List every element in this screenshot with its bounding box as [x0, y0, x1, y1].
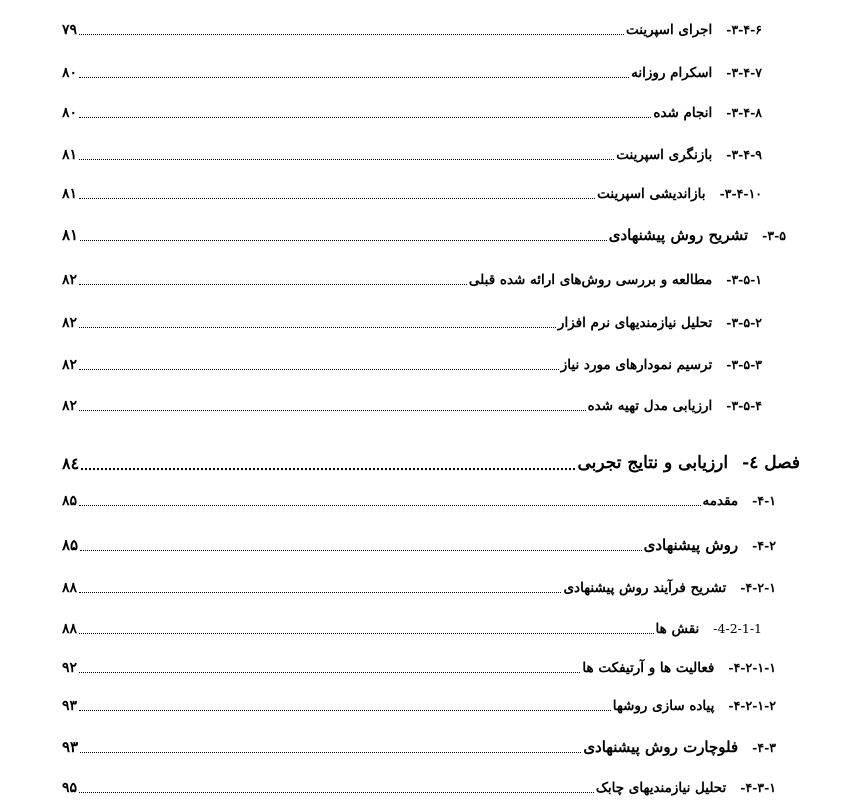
dot-leader	[79, 33, 624, 35]
toc-page-number: ۸۱	[62, 226, 79, 244]
toc-section-number: ۳-۴-۸-	[726, 104, 762, 120]
toc-entry-label	[653, 104, 762, 122]
toc-entry	[62, 95, 762, 121]
toc-entry-title: بازنگری اسپرینت	[616, 146, 713, 163]
dot-leader	[79, 504, 701, 506]
toc-entry	[62, 305, 762, 331]
toc-entry-label	[609, 228, 786, 244]
dot-leader	[80, 239, 607, 241]
toc-entry-label	[644, 538, 776, 554]
dot-leader	[79, 632, 654, 634]
toc-entry-label	[582, 659, 776, 677]
toc-entry	[62, 770, 776, 796]
toc-entry	[62, 688, 776, 714]
toc-entry-label	[631, 64, 762, 82]
toc-entry-title: بازاندیشی اسپرینت	[597, 185, 706, 202]
toc-page-number: ۸۱	[62, 186, 78, 202]
dot-leader	[79, 76, 629, 78]
toc-entry	[62, 650, 776, 676]
toc-entry-label	[702, 492, 776, 510]
toc-section-number: ۴-۲-۱-۲-	[728, 697, 776, 713]
toc-entry-label	[587, 397, 762, 415]
toc-section-number: ۳-۵-۱-	[726, 271, 762, 287]
dot-leader	[79, 158, 614, 160]
toc-section-number: ۳-۵-	[762, 228, 786, 243]
toc-entry-title: ارزیابی و نتایج تجربی	[577, 453, 729, 473]
toc-entry-title: انجام شده	[653, 104, 713, 121]
toc-entry-label	[612, 697, 776, 715]
toc-section-number: ۳-۵-۳-	[726, 356, 762, 372]
toc-page-number: ۸۲	[62, 272, 78, 288]
toc-page-number: ۹۲	[62, 660, 78, 676]
toc-page-number: ۸۲	[62, 315, 78, 331]
dot-leader	[79, 326, 556, 328]
toc-entry-label	[597, 185, 762, 203]
dot-leader	[79, 197, 595, 199]
toc-entry-label	[655, 620, 762, 638]
toc-entry-label	[577, 455, 800, 473]
toc-entry-label	[583, 740, 776, 756]
toc-entry	[62, 12, 762, 38]
toc-entry-title: مقدمه	[702, 492, 739, 509]
toc-page-number: ۸۲	[62, 398, 78, 414]
toc-page-number: ۷۹	[62, 22, 78, 38]
toc-page-number: ۸۵	[62, 493, 78, 509]
toc-entry-title: فلوچارت روش پیشنهادی	[583, 738, 739, 756]
toc-entry-title: ارزیابی مدل تهیه شده	[587, 397, 713, 414]
toc-entry	[62, 388, 762, 414]
toc-entry	[62, 262, 762, 288]
dot-leader	[80, 751, 581, 753]
toc-entry-title: پیاده سازی روشها	[612, 697, 715, 714]
toc-entry	[62, 55, 762, 81]
toc-entry-title: تحلیل نیازمندیهای چابک	[595, 779, 727, 796]
toc-page-number: ۸٤	[62, 454, 80, 473]
toc-entry-title: اسکرام روزانه	[631, 64, 713, 81]
toc-entry	[62, 570, 776, 596]
toc-page-number: ۸۰	[62, 105, 78, 121]
dot-leader	[79, 409, 586, 411]
dot-leader	[81, 467, 575, 470]
dot-leader	[79, 116, 651, 118]
dot-leader	[79, 591, 561, 593]
toc-entry-label	[616, 146, 762, 164]
toc-entry-label	[626, 21, 762, 39]
toc-section-number: ۳-۴-۶-	[726, 21, 762, 37]
toc-section-number: ۴-۲-۱-	[740, 579, 776, 595]
toc-chapter-entry	[62, 443, 800, 473]
toc-entry-title: فعالیت ها و آرتیفکت ها	[582, 659, 715, 676]
toc-page-number: ۸۵	[62, 536, 79, 554]
toc-section-number: ۴-۳-۱-	[740, 779, 776, 795]
toc-section-number: ۴-۲-	[752, 538, 776, 553]
toc-entry-title: مطالعه و بررسی روش‌های ارائه شده قبلی	[468, 271, 713, 288]
dot-leader	[79, 709, 611, 711]
toc-entry-title: روش پیشنهادی	[643, 536, 739, 554]
toc-entry-title: نقش ها	[655, 620, 700, 637]
toc-chapter-number: فصل ٤-	[742, 453, 800, 473]
toc-page-number: ۸۸	[62, 580, 78, 596]
toc-page-number: ۸۸	[62, 621, 78, 637]
toc-section-number: ۳-۵-۴-	[726, 397, 762, 413]
toc-page-number: ۸۰	[62, 65, 78, 81]
toc-entry-label	[595, 779, 776, 797]
toc-entry	[62, 483, 776, 509]
toc-entry	[62, 347, 762, 373]
toc-section-number: ۴-۲-۱-۱-	[728, 659, 776, 675]
toc-page-number: ۸۱	[62, 147, 78, 163]
toc-entry-title: تشریح فرآیند روش پیشنهادی	[563, 579, 727, 596]
toc-section-number: ۳-۴-۱۰-	[719, 185, 762, 201]
dot-leader	[79, 368, 559, 370]
toc-page-number: ۹۳	[62, 738, 79, 756]
toc-section-number: ۳-۵-۲-	[726, 314, 762, 330]
toc-page-number: ۹۵	[62, 780, 78, 796]
toc-entry-label	[563, 579, 776, 597]
toc-section-number: ۳-۴-۷-	[726, 64, 762, 80]
toc-entry-title: تحلیل نیازمندیهای نرم افزار	[557, 314, 713, 331]
dot-leader	[80, 549, 642, 551]
toc-section-number: ۴-۳-	[752, 740, 776, 755]
dot-leader	[79, 671, 580, 673]
toc-page-number: ۹۳	[62, 698, 78, 714]
toc-entry-label	[468, 271, 762, 289]
dot-leader	[79, 791, 594, 793]
toc-entry	[62, 176, 762, 202]
toc-entry-title: تشریح روش پیشنهادی	[608, 226, 749, 244]
toc-entry-label	[560, 356, 762, 374]
toc-section-entry	[62, 730, 776, 756]
toc-section-entry	[62, 218, 786, 244]
toc-entry	[62, 137, 762, 163]
toc-entry	[62, 611, 762, 637]
toc-section-number: ۳-۴-۹-	[726, 146, 762, 162]
toc-section-entry	[62, 528, 776, 554]
toc-section-number: 4-2-1-1-	[713, 620, 762, 636]
toc-section-number: ۴-۱-	[752, 492, 776, 508]
dot-leader	[79, 283, 467, 285]
toc-page-number: ۸۲	[62, 357, 78, 373]
toc-entry-label	[557, 314, 762, 332]
toc-entry-title: اجرای اسپرینت	[626, 21, 713, 38]
toc-entry-title: ترسیم نمودارهای مورد نیاز	[560, 356, 713, 373]
